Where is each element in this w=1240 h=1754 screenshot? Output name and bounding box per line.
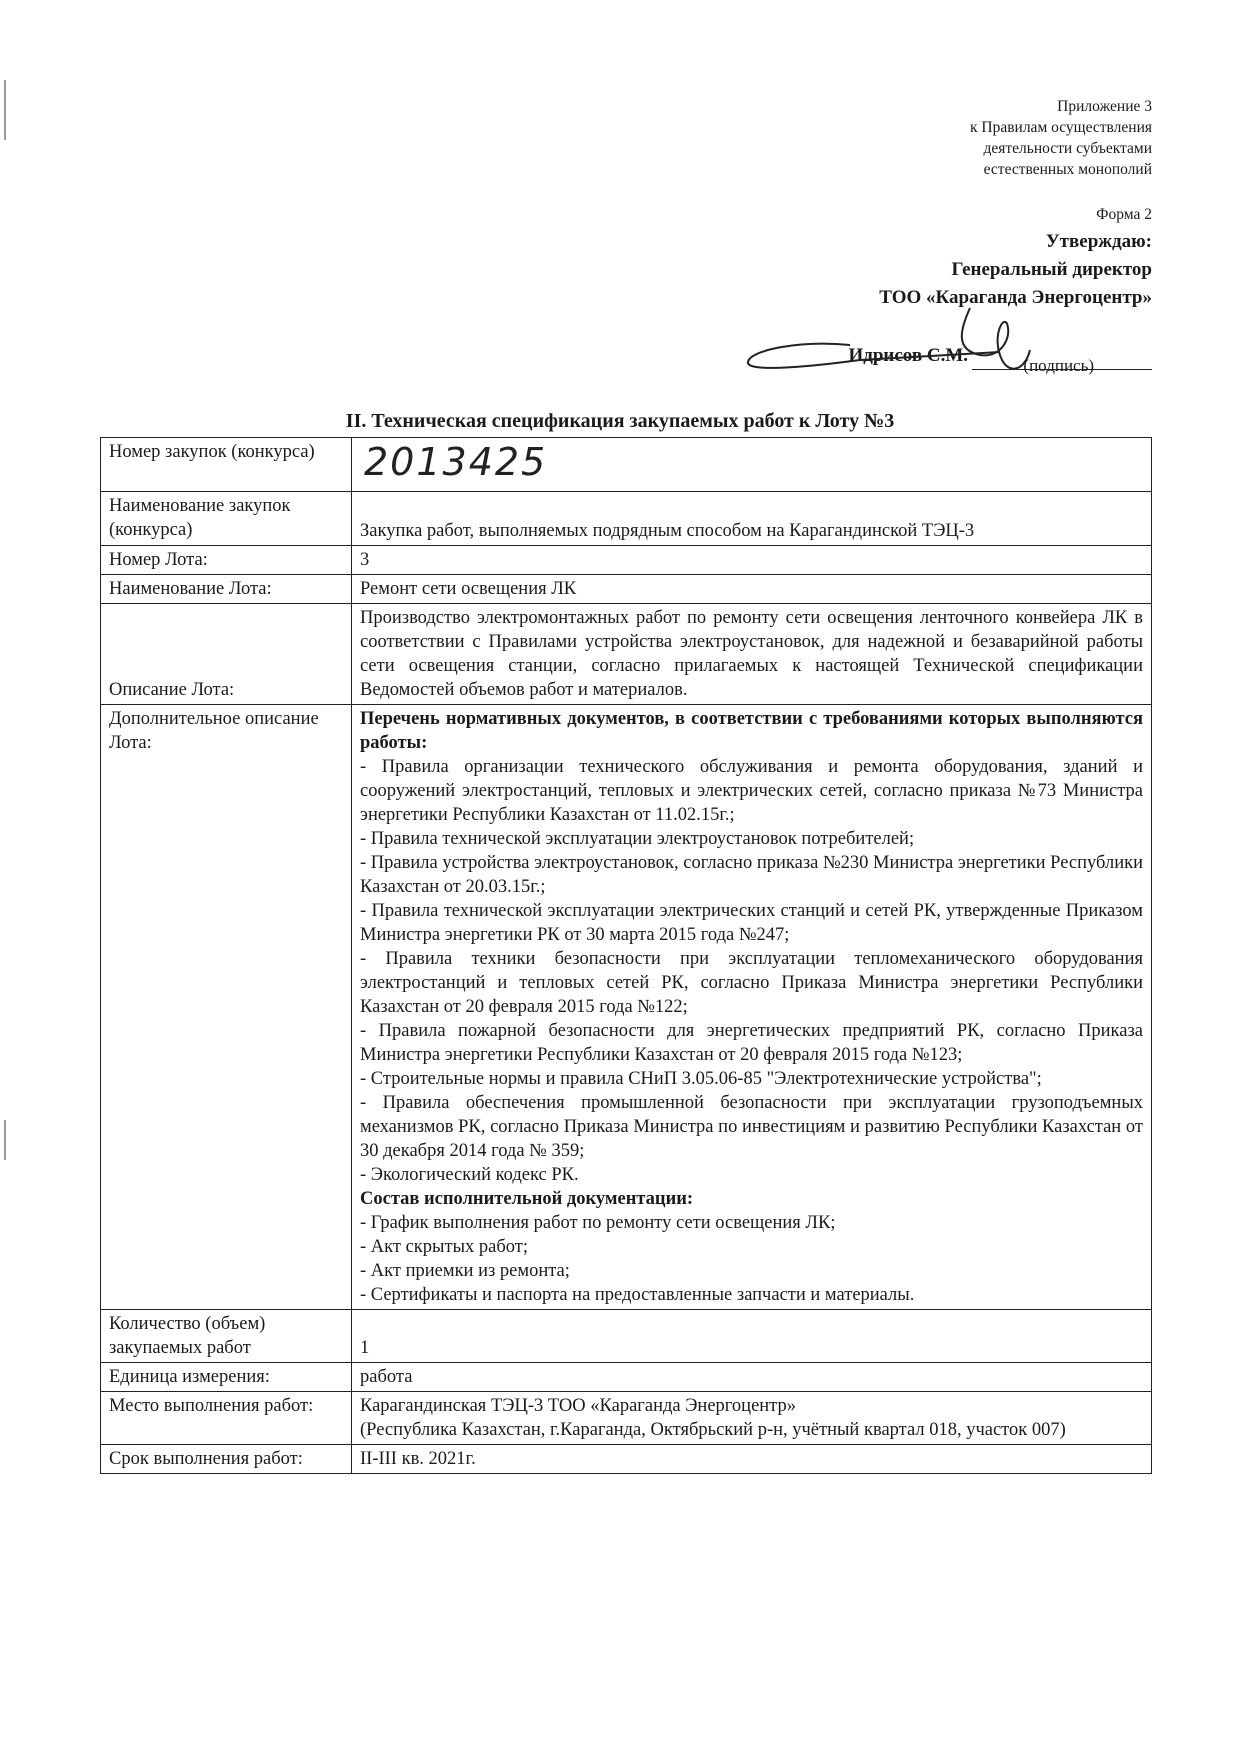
quantity-label: Количество (объем) закупаемых работ <box>101 1310 352 1363</box>
lot-number-value: 3 <box>352 546 1152 575</box>
doc-item: - График выполнения работ по ремонту сети освещения ЛК; <box>360 1213 836 1233</box>
purchase-number-value <box>352 438 1152 492</box>
norm-item: - Экологический кодекс РК. <box>360 1165 579 1185</box>
unit-value: работа <box>352 1363 1152 1392</box>
table-row <box>101 1392 1152 1445</box>
additional-description-label: Дополнительное описание Лота: <box>101 705 352 1310</box>
lot-name-label: Наименование Лота: <box>101 575 352 604</box>
norms-heading: Перечень нормативных документов, в соответствии с требованиями которых выполняются работы: <box>360 709 1143 753</box>
term-value: II-III кв. 2021г. <box>352 1445 1152 1474</box>
appendix-line: естественных монополий <box>983 161 1152 178</box>
table-row <box>101 1363 1152 1392</box>
norm-item: - Правила пожарной безопасности для энергетических предприятий РК, согласно Приказа Министра энергетики Республики Казахстан от 20 февраля 2015 года №123; <box>360 1021 1143 1065</box>
document-title: II. Техническая спецификация закупаемых работ к Лоту №3 <box>345 410 895 432</box>
table-row <box>101 546 1152 575</box>
location-value <box>352 1392 1152 1445</box>
additional-description-value <box>352 705 1152 1310</box>
docs-heading: Состав исполнительной документации: <box>360 1189 694 1209</box>
appendix-reference <box>970 96 1152 180</box>
norm-item: - Правила технической эксплуатации электрических станций и сетей РК, утвержденные Приказом Министра энергетики РК от 30 марта 2015 года №247; <box>360 901 1143 945</box>
specification-table <box>100 437 1152 1474</box>
term-label: Срок выполнения работ: <box>101 1445 352 1474</box>
table-row <box>101 1310 1152 1363</box>
appendix-line: деятельности субъектами <box>983 140 1152 157</box>
lot-name-value: Ремонт сети освещения ЛК <box>352 575 1152 604</box>
quantity-value: 1 <box>352 1310 1152 1363</box>
table-row <box>101 438 1152 492</box>
norm-item: - Правила обеспечения промышленной безопасности при эксплуатации грузоподъемных механизмов РК, согласно Приказа Министра по инвестициям и развитию Республики Казахстан от 30 декабря 2014 года № 359; <box>360 1093 1143 1161</box>
lot-description-value <box>352 604 1152 705</box>
form-number: Форма 2 <box>1096 206 1152 223</box>
table-row <box>101 575 1152 604</box>
table-row <box>101 604 1152 705</box>
appendix-line: Приложение 3 <box>1057 98 1152 115</box>
approver-position: Генеральный директор <box>951 259 1152 280</box>
signer-name: Идрисов С.М. <box>848 345 968 366</box>
table-row <box>101 1445 1152 1474</box>
purchase-number-label: Номер закупок (конкурса) <box>101 438 352 492</box>
approver-organization: ТОО «Караганда Энергоцентр» <box>879 287 1152 308</box>
norm-item: - Правила организации технического обслуживания и ремонта оборудования, зданий и сооружений электростанций, тепловых и электрических сетей, согласно приказа №73 Министра энергетики Республики Казахстан от 11.02.15г.; <box>360 757 1143 825</box>
table-row <box>101 705 1152 1310</box>
lot-description-label: Описание Лота: <box>101 604 352 705</box>
norm-item: - Правила устройства электроустановок, согласно приказа №230 Министра энергетики Республики Казахстан от 20.03.15г.; <box>360 853 1143 897</box>
doc-item: - Акт приемки из ремонта; <box>360 1261 570 1281</box>
norm-item: - Правила техники безопасности при эксплуатации тепломеханического оборудования электростанций и тепловых сетей РК, согласно Приказа Министра энергетики Республики Казахстан от 20 февраля 2015 года №122; <box>360 949 1143 1017</box>
norm-item: - Строительные нормы и правила СНиП 3.05.06-85 "Электротехнические устройства"; <box>360 1069 1042 1089</box>
purchase-name-label: Наименование закупок (конкурса) <box>101 492 352 546</box>
appendix-line: к Правилам осуществления <box>969 119 1152 136</box>
norm-item: - Правила технической эксплуатации электроустановок потребителей; <box>360 829 915 849</box>
doc-item: - Акт скрытых работ; <box>360 1237 528 1257</box>
lot-number-label: Номер Лота: <box>101 546 352 575</box>
signature-icon <box>740 300 1100 380</box>
location-line: (Республика Казахстан, г.Караганда, Октябрьский р-н, учётный квартал 018, участок 007) <box>360 1420 1066 1440</box>
scan-margin-mark <box>4 80 6 140</box>
scan-margin-mark <box>4 1120 6 1160</box>
unit-label: Единица измерения: <box>101 1363 352 1392</box>
signature-caption: (подпись) <box>1023 356 1094 375</box>
purchase-name-value: Закупка работ, выполняемых подрядным способом на Карагандинской ТЭЦ-3 <box>352 492 1152 546</box>
doc-item: - Сертификаты и паспорта на предоставленные запчасти и материалы. <box>360 1285 915 1305</box>
table-row <box>101 492 1152 546</box>
location-line: Карагандинская ТЭЦ-3 ТОО «Караганда Энергоцентр» <box>360 1396 796 1416</box>
approve-label: Утверждаю: <box>1045 231 1152 252</box>
lot-description-text: Производство электромонтажных работ по ремонту сети освещения ленточного конвейера ЛК в соответствии с Правилами устройства электроустановок, для надежной и безаварийной работы сети освещения станции, согласно прилагаемых к настоящей Технической спецификации Ведомостей объемов работ и материалов. <box>360 608 1143 700</box>
purchase-number-handwritten: 2013425 <box>364 440 548 484</box>
location-label: Место выполнения работ: <box>101 1392 352 1445</box>
